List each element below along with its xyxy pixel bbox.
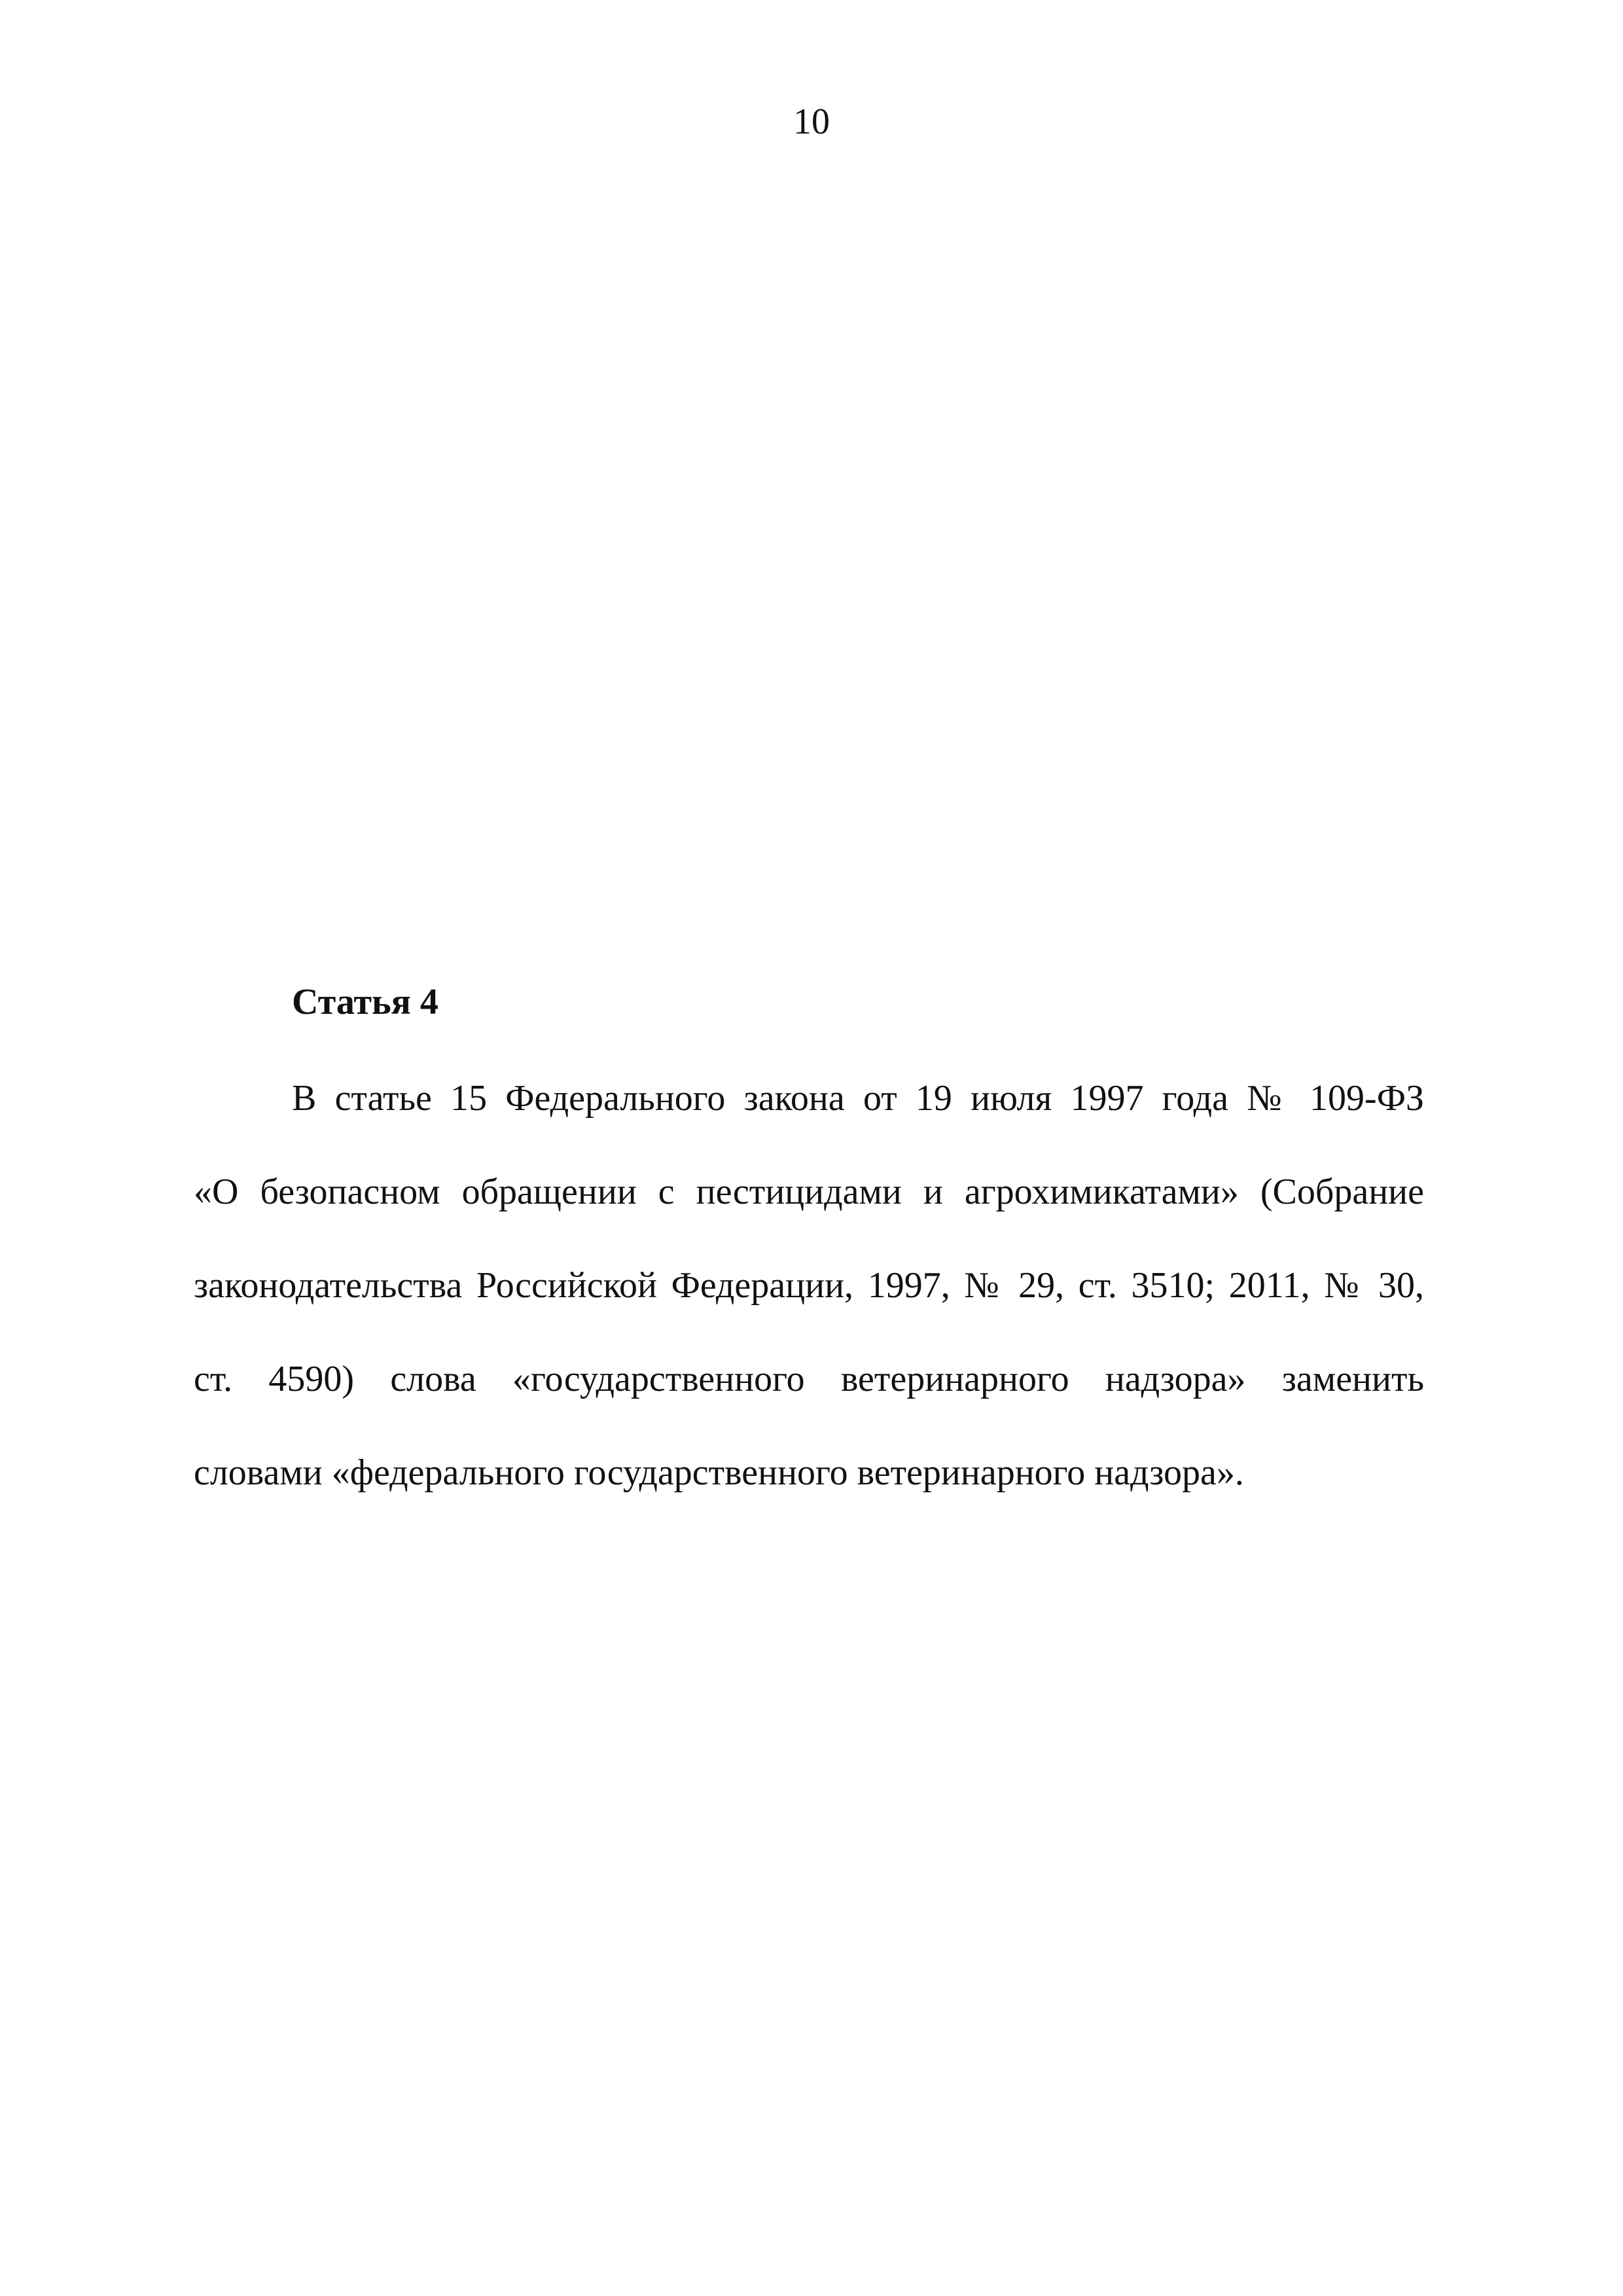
article-text-line-2: «О безопасном обращении с пестицидами и агрохимикатами» (Собрание xyxy=(194,1172,1424,1212)
article-text-line-1: В статье 15 Федерального закона от 19 июля 1997 года № 109-ФЗ xyxy=(292,1078,1424,1119)
article-heading: Статья 4 xyxy=(292,982,438,1022)
article-text-line-4: ст. 4590) слова «государственного ветеринарного надзора» заменить xyxy=(194,1359,1424,1399)
article-text-line-5: словами «федерального государственного ветеринарного надзора». xyxy=(194,1452,1244,1493)
page-number: 10 xyxy=(793,101,830,142)
article-text-line-3: законодательства Российской Федерации, 1997, № 29, ст. 3510; 2011, № 30, xyxy=(194,1265,1424,1306)
